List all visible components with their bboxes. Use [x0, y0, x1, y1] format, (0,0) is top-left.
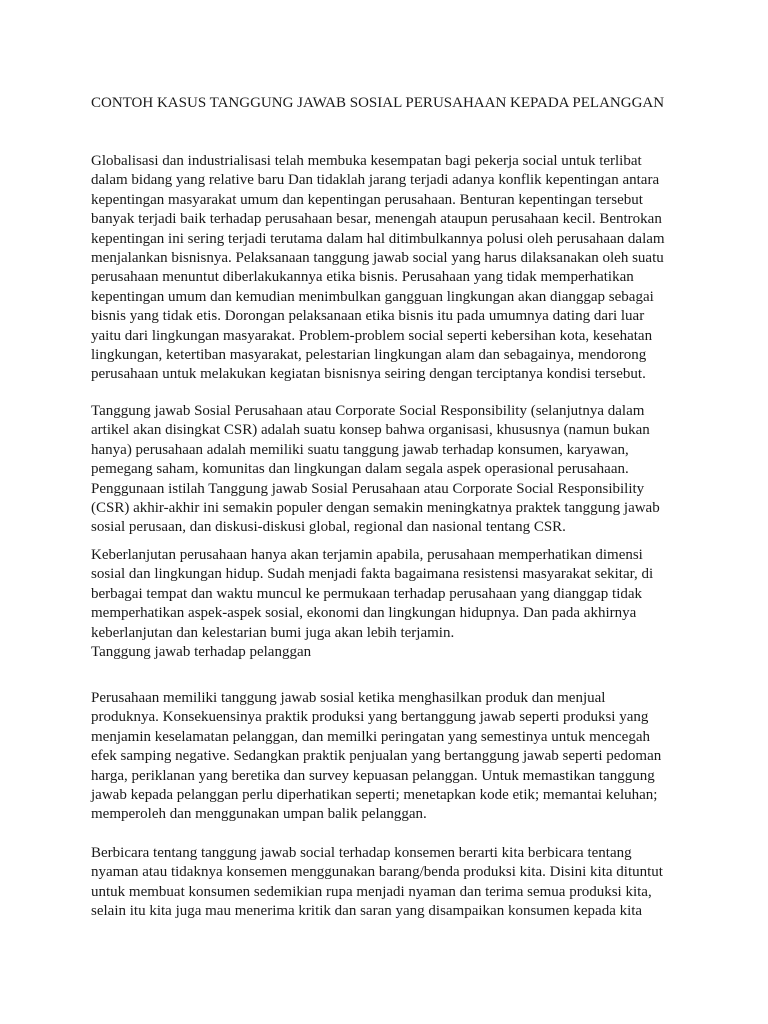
paragraph-globalisasi: [91, 152, 691, 385]
text-line: pemegang saham, komunitas dan lingkungan dalam segala aspek operasional perusahaan.: [91, 461, 629, 478]
text-line: Perusahaan memiliki tanggung jawab sosial ketika menghasilkan produk dan menjual: [91, 690, 606, 706]
paragraph-konsumen: [91, 844, 691, 922]
text-line: lingkungan, ketertiban masyarakat, pelestarian lingkungan alam dan sebagainya, mendorong: [91, 346, 647, 363]
text-line: sosial dan lingkungan hidup. Sudah menjadi fakta bagaimana resistensi masyarakat sekitar, di: [91, 566, 654, 583]
paragraph-tanggung-jawab-produk: [91, 689, 691, 825]
text-line: perusahaan untuk melakukan kegiatan bisnisnya seiring dengan terciptanya kondisi tersebut.: [91, 366, 646, 383]
text-line: nyaman atau tidaknya konsemen menggunakan barang/benda produksi kita. Disini kita dituntut: [91, 864, 663, 881]
text-line: kepentingan umum dan kemudian menimbulkan gangguan lingkungan akan dianggap sebagai: [91, 288, 654, 305]
text-line: produknya. Konsekuensinya praktik produksi yang bertanggung jawab seperti produksi yang: [91, 709, 649, 726]
text-line: memperoleh dan menggunakan umpan balik pelanggan.: [91, 806, 427, 823]
text-line: kepentingan masyarakat umum dan kepentingan perusahaan. Benturan kepentingan tersebut: [91, 191, 643, 208]
text-line: Penggunaan istilah Tanggung jawab Sosial Perusahaan atau Corporate Social Responsibility: [91, 480, 645, 497]
text-line: (CSR) akhir-akhir ini semakin populer dengan semakin meningkatnya praktek tanggung jawab: [91, 499, 660, 516]
text-line: Tanggung jawab Sosial Perusahaan atau Corporate Social Responsibility (selanjutnya dalam: [91, 403, 645, 419]
text-line: Globalisasi dan industrialisasi telah membuka kesempatan bagi pekerja social untuk terlibat: [91, 153, 642, 169]
text-line: dalam bidang yang relative baru Dan tidaklah jarang terjadi adanya konflik kepentingan antara: [91, 172, 660, 189]
text-line: banyak terjadi baik terhadap perusahaan besar, menengah ataupun perusahaan kecil. Bentrokan: [91, 211, 662, 228]
document-title: CONTOH KASUS TANGGUNG JAWAB SOSIAL PERUSAHAAN KEPADA PELANGGAN: [91, 95, 665, 111]
text-line: hanya) perusahaan adalah memiliki suatu tanggung jawab terhadap konsumen, karyawan,: [91, 441, 629, 458]
text-line: menjamin keselamatan pelanggan, dan memilki peringatan yang semestinya untuk mencegah: [91, 728, 650, 745]
text-line: jawab kepada pelanggan perlu diperhatikan seperti; menetapkan kode etik; memantai keluhan;: [91, 786, 658, 803]
text-line: menjalankan bisnisnya. Pelaksanaan tanggung jawab social yang harus dilaksanakan oleh suatu: [91, 249, 664, 266]
text-line: selain itu kita juga mau menerima kritik dan saran yang disampaikan konsumen kepada kita: [91, 903, 643, 920]
text-line: keberlanjutan dan kelestarian bumi juga akan lebih terjamin.: [91, 624, 455, 641]
text-line: bisnis yang tidak etis. Dorongan pelaksanaan etika bisnis itu pada umumnya dating dari luar: [91, 308, 645, 325]
text-line: untuk membuat konsumen sedemikian rupa menjadi nyaman dan terima semua produksi kita,: [91, 883, 652, 900]
text-line: berbagai tempat dan waktu muncul ke permukaan terhadap perusahaan yang dianggap tidak: [91, 585, 643, 602]
text-line: memperhatikan aspek-aspek sosial, ekonomi dan lingkungan hidupnya. Dan pada akhirnya: [91, 605, 637, 622]
text-line: yaitu dari lingkungan masyarakat. Problem-problem social seperti kebersihan kota, kesehatan: [91, 327, 653, 344]
text-line: efek samping negative. Sedangkan praktik penjualan yang bertanggung jawab seperti pedoman: [91, 748, 662, 765]
paragraph-csr-definition: [91, 402, 691, 538]
text-line: artikel akan disingkat CSR) adalah suatu konsep bahwa organisasi, khususnya (namun bukan: [91, 422, 650, 439]
text-line: perusahaan menuntut diberlakukannya etika bisnis. Perusahaan yang tidak memperhatikan: [91, 269, 634, 286]
text-line: Berbicara tentang tanggung jawab social terhadap konsemen berarti kita berbicara tentang: [91, 845, 632, 861]
text-line: Keberlanjutan perusahaan hanya akan terjamin apabila, perusahaan memperhatikan dimensi: [91, 547, 643, 563]
paragraph-keberlanjutan: [91, 546, 691, 662]
section-heading: Tanggung jawab terhadap pelanggan: [91, 643, 312, 660]
text-line: kepentingan ini sering terjadi terutama dalam hal ditimbulkannya polusi oleh perusahaan dalam: [91, 230, 665, 247]
text-line: sosial perusaan, dan diskusi-diskusi global, regional dan nasional tentang CSR.: [91, 519, 566, 536]
text-line: harga, periklanan yang beretika dan survey kepuasan pelanggan. Untuk memastikan tanggung: [91, 767, 655, 784]
